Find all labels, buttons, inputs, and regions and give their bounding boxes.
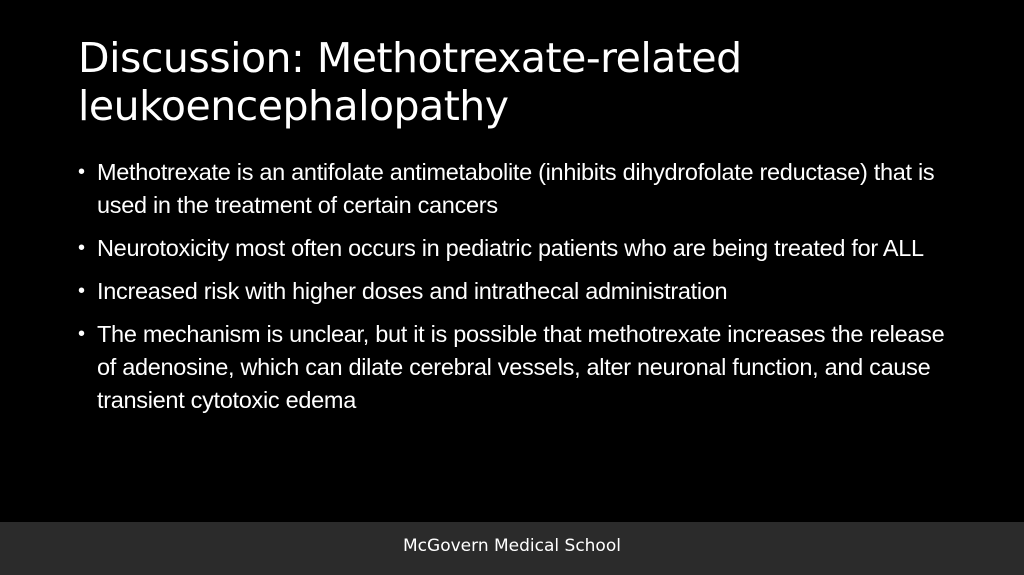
bullet-item bbox=[78, 232, 958, 265]
bullet-text: Neurotoxicity most often occurs in pediatric patients who are being treated for ALL bbox=[97, 235, 924, 261]
bullet-dot-icon: • bbox=[78, 280, 85, 302]
bullet-item bbox=[78, 318, 958, 417]
bullet-list bbox=[78, 156, 958, 427]
footer-text: McGovern Medical School bbox=[403, 536, 621, 556]
bullet-dot-icon: • bbox=[78, 237, 85, 259]
bullet-text: The mechanism is unclear, but it is possible that methotrexate increases the release of adenosine, which can dilate cerebral vessels, alter neuronal function, and cause transient cytotoxic edema bbox=[97, 321, 945, 413]
slide-title: Discussion: Methotrexate-related leukoencephalopathy bbox=[78, 34, 742, 130]
footer-bar bbox=[0, 522, 1024, 575]
bullet-dot-icon: • bbox=[78, 323, 85, 345]
bullet-text: Increased risk with higher doses and intrathecal administration bbox=[97, 278, 728, 304]
bullet-text: Methotrexate is an antifolate antimetabolite (inhibits dihydrofolate reductase) that is used in the treatment of certain cancers bbox=[97, 159, 935, 218]
bullet-item bbox=[78, 156, 958, 222]
bullet-item bbox=[78, 275, 958, 308]
bullet-dot-icon: • bbox=[78, 161, 85, 183]
